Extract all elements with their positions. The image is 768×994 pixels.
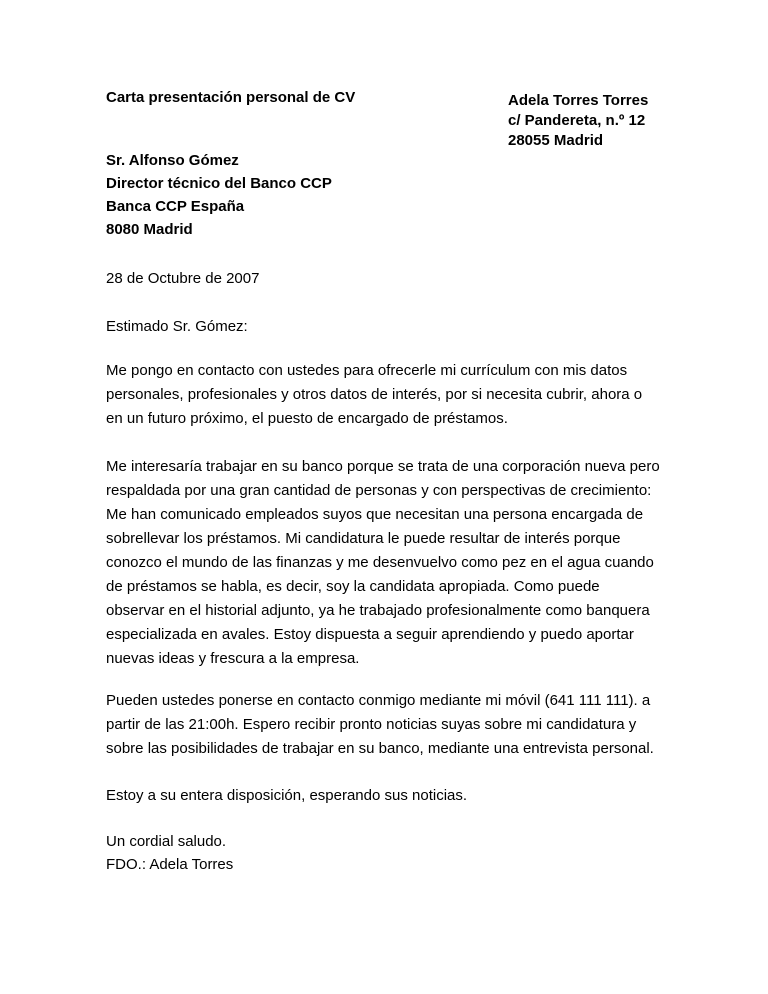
sender-address xyxy=(508,91,648,151)
paragraph-line: nuevas ideas y frescura a la empresa. xyxy=(106,650,360,667)
paragraph-motivation xyxy=(106,455,660,671)
recipient-address xyxy=(106,149,332,241)
sender-city: 28055 Madrid xyxy=(508,132,604,149)
paragraph-line: Me pongo en contacto con ustedes para ofrecerle mi currículum con mis datos xyxy=(106,362,628,379)
paragraph-line: observar en el historial adjunto, ya he trabajado profesionalmente como banquera xyxy=(106,602,650,619)
letter-title: Carta presentación personal de CV xyxy=(106,89,356,106)
paragraph-line: de préstamos se habla, es decir, soy la candidata apropiada. Como puede xyxy=(106,578,600,595)
paragraph-line: personales, profesionales y otros datos de interés, por si necesita cubrir, ahora o xyxy=(106,386,643,403)
paragraph-contact xyxy=(106,689,654,761)
paragraph-line: Me interesaría trabajar en su banco porque se trata de una corporación nueva pero xyxy=(106,458,660,475)
closing: Un cordial saludo. xyxy=(106,833,227,850)
paragraph-line: sobre las posibilidades de trabajar en su banco, mediante una entrevista personal. xyxy=(106,740,654,757)
sender-street: c/ Pandereta, n.º 12 xyxy=(508,112,646,129)
paragraph-line: conozco el mundo de las finanzas y me desenvuelvo como pez en el agua cuando xyxy=(106,554,654,571)
recipient-position: Director técnico del Banco CCP xyxy=(106,175,332,192)
paragraph-line: Me han comunicado empleados suyos que necesitan una persona encargada de xyxy=(106,506,644,523)
recipient-city: 8080 Madrid xyxy=(106,221,193,238)
paragraph-line: sobrellevar los préstamos. Mi candidatura le puede resultar de interés porque xyxy=(106,530,621,547)
paragraph-line: Pueden ustedes ponerse en contacto conmigo mediante mi móvil (641 111 111). a xyxy=(106,692,651,709)
paragraph-line: respaldada por una gran cantidad de personas y con perspectivas de crecimiento: xyxy=(106,482,652,499)
letter-date: 28 de Octubre de 2007 xyxy=(106,270,260,287)
recipient-company: Banca CCP España xyxy=(106,198,245,215)
paragraph-line: especializada en avales. Estoy dispuesta a seguir aprendiendo y puedo aportar xyxy=(106,626,634,643)
paragraph-line: en un futuro próximo, el puesto de encargado de préstamos. xyxy=(106,410,508,427)
salutation: Estimado Sr. Gómez: xyxy=(106,318,248,335)
paragraph-intro xyxy=(106,359,642,431)
paragraph-availability: Estoy a su entera disposición, esperando sus noticias. xyxy=(106,787,468,804)
sender-name: Adela Torres Torres xyxy=(508,92,649,109)
signature: FDO.: Adela Torres xyxy=(106,856,234,873)
paragraph-line: partir de las 21:00h. Espero recibir pronto noticias suyas sobre mi candidatura y xyxy=(106,716,637,733)
recipient-name: Sr. Alfonso Gómez xyxy=(106,152,239,169)
